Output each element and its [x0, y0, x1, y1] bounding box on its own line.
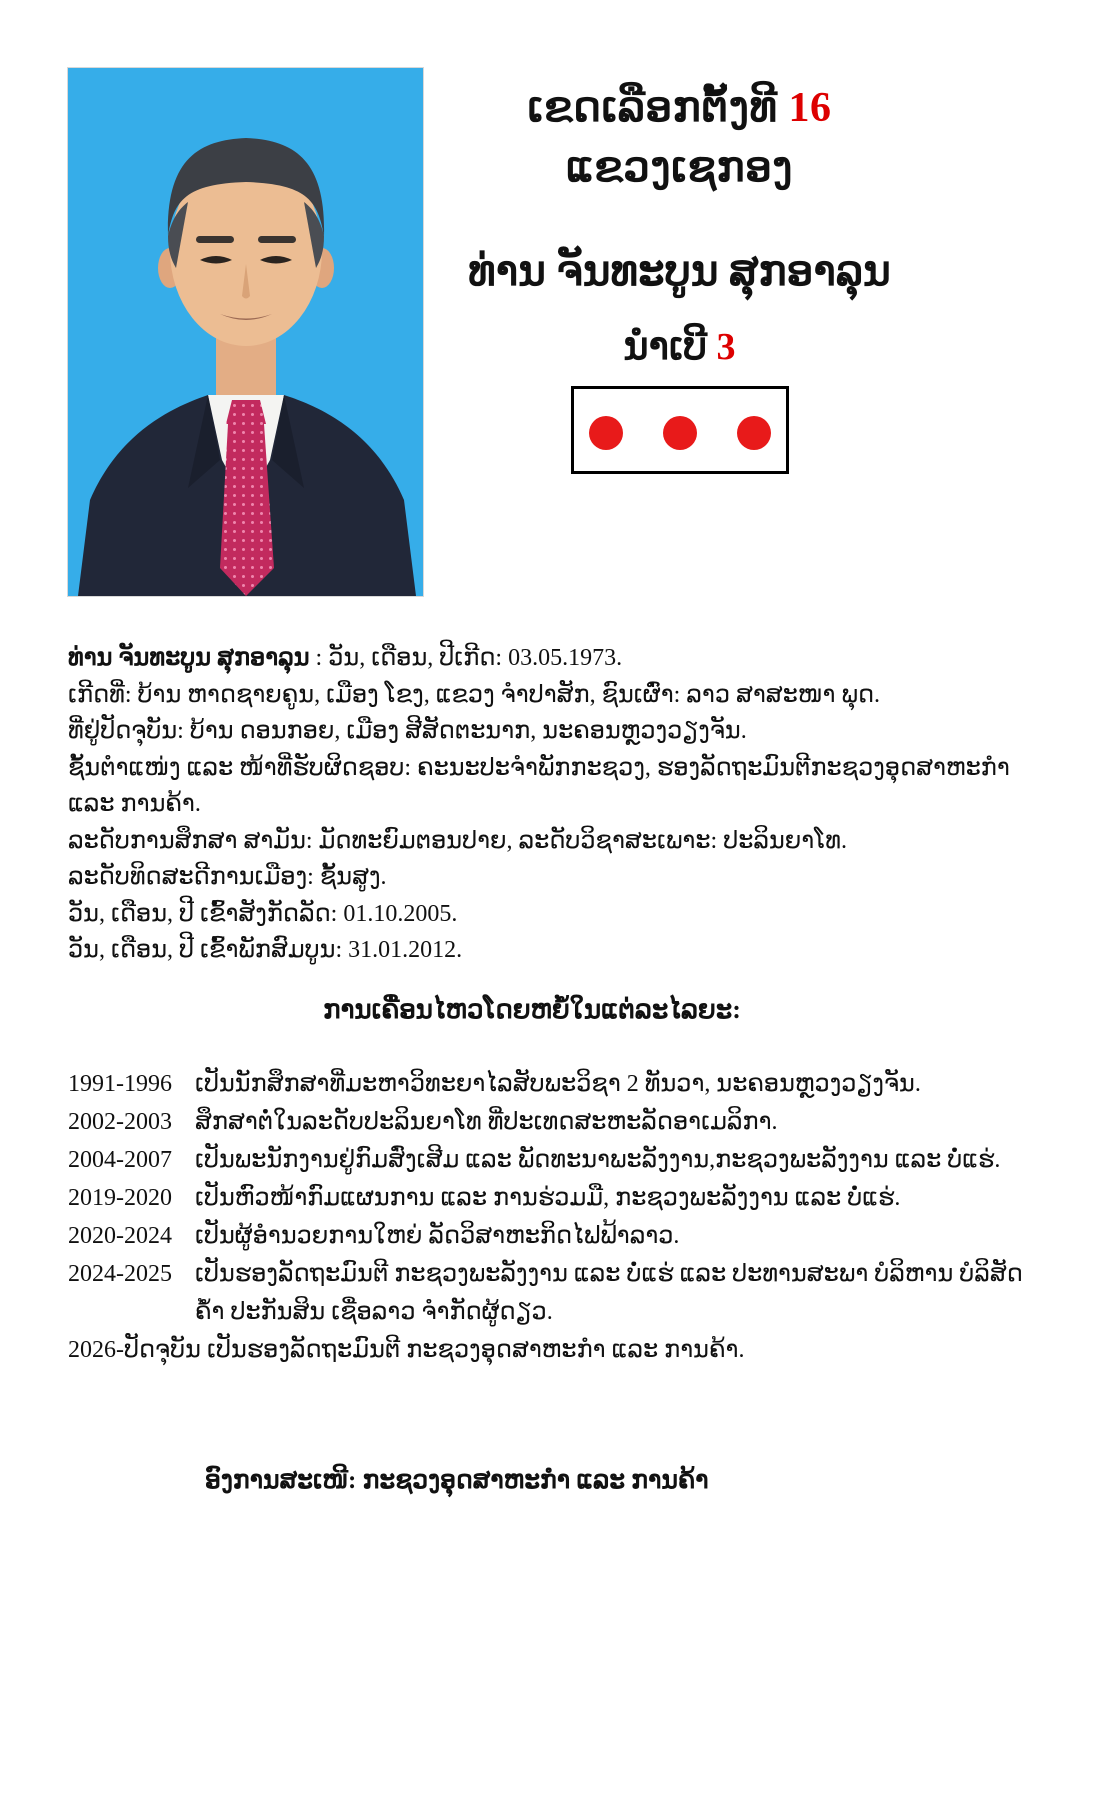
timeline-row [68, 1217, 1056, 1255]
timeline-years: 2002-2003 [68, 1108, 172, 1135]
timeline-row [68, 1255, 1056, 1331]
timeline-heading: ການເຄື່ອນໄຫວໂດຍຫຍໍ້ໃນແຕ່ລະໄລຍະ: [323, 994, 741, 1024]
nominating-organization-line: ອົງການສະເໜີ: ກະຊວງອຸດສາຫະກຳ ແລະ ການຄ້າ [205, 1466, 709, 1494]
bio-line-birth [68, 640, 1056, 677]
province-line: ແຂວງເຊກອງ [565, 145, 794, 191]
bio-line: ທີ່ຢູ່ປັດຈຸບັນ: ບ້ານ ດອນກອຍ, ເມືອງ ສີສັດຕະນາກ, ນະຄອນຫຼວງວຽງຈັນ. [68, 718, 747, 744]
bio-line: ເກີດທີ່: ບ້ານ ຫາດຊາຍຄູນ, ເມືອງ ໂຂງ, ແຂວງ ຈຳປາສັກ, ຊົນເຜົ່າ: ລາວ ສາສະໜາ ພຸດ. [68, 681, 881, 708]
ballot-dot [589, 416, 623, 450]
timeline-text: ເປັນພະນັກງານຢູ່ກົມສົ່ງເສີມ ແລະ ພັດທະນາພະລັງງານ,ກະຊວງພະລັງງານ ແລະ ບໍ່ແຮ່. [195, 1146, 1001, 1173]
timeline-years: 2004-2007 [68, 1146, 172, 1173]
constituency-line [423, 78, 936, 138]
timeline-final-line: 2026-ປັດຈຸບັນ ເປັນຮອງລັດຖະມົນຕີ ກະຊວງອຸດສາຫະກຳ ແລະ ການຄ້າ. [68, 1336, 745, 1363]
constituency-label: ເຂດເລືອກຕັ້ງທີ [527, 85, 778, 131]
timeline-years: 2024-2025 [68, 1260, 172, 1287]
ballot-dot [663, 416, 697, 450]
bio-line: ວັນ, ເດືອນ, ປີ ເຂົ້າພັກສົມບູນ: 31.01.2012. [68, 937, 463, 963]
candidate-name: ທ່ານ ຈັນທະບູນ ສຸກອາລຸນ [468, 249, 891, 295]
timeline-row [68, 1179, 1056, 1217]
timeline-text: ເປັນຮອງລັດຖະມົນຕີ ກະຊວງພະລັງງານ ແລະ ບໍ່ແຮ່ ແລະ ປະທານສະພາ ບໍລິຫານ ບໍລິສັດຄ້ຳ ປະກັນສິນ ເຊື່ອລາວ ຈຳກັດຜູ້ດຽວ. [195, 1260, 1023, 1325]
timeline-years: 2019-2020 [68, 1184, 172, 1211]
ballot-mark-box [571, 386, 789, 474]
timeline-text: ເປັນຜູ້ອຳນວຍການໃຫຍ່ ລັດວິສາຫະກິດໄຟຟ້າລາວ. [195, 1222, 680, 1249]
headline-block [423, 68, 1056, 474]
candidate-photo-illustration [68, 68, 423, 596]
bio-birth-rest: : ວັນ, ເດືອນ, ປີເກີດ: 03.05.1973. [309, 645, 623, 671]
constituency-number: 16 [788, 85, 832, 131]
timeline-text: ເປັນຫົວໜ້າກົມແຜນການ ແລະ ການຮ່ວມມື, ກະຊວງພະລັງງານ ແລະ ບໍ່ແຮ່. [195, 1184, 901, 1211]
timeline-row [68, 1065, 1056, 1103]
bio-section [68, 640, 1056, 969]
bio-line: ຊັ້ນຕຳແໜ່ງ ແລະ ໜ້າທີ່ຮັບຜິດຊອບ: ຄະນະປະຈຳພັກກະຊວງ, ຮອງລັດຖະມົນຕີກະຊວງອຸດສາຫະກຳ ແລະ ການຄ້າ. [68, 754, 1010, 817]
ballot-number-line [423, 324, 936, 370]
timeline-section [68, 1065, 1056, 1369]
ballot-dot [737, 416, 771, 450]
timeline-years: 2020-2024 [68, 1222, 172, 1249]
ballot-number-value: 3 [716, 326, 736, 368]
timeline-years: 1991-1996 [68, 1070, 172, 1097]
timeline-text: ສຶກສາຕໍ່ໃນລະດັບປະລິນຍາໂທ ທີ່ປະເທດສະຫະລັດອາເມລິກາ. [195, 1108, 778, 1135]
timeline-row [68, 1141, 1056, 1179]
bio-name-bold: ທ່ານ ຈັນທະບູນ ສຸກອາລຸນ [68, 645, 310, 671]
candidate-photo [68, 68, 423, 596]
timeline-text: ເປັນນັກສຶກສາທີ່ມະຫາວິທະຍາໄລສັບພະວິຊາ 2 ທັນວາ, ນະຄອນຫຼວງວຽງຈັນ. [195, 1070, 921, 1097]
bio-line: ວັນ, ເດືອນ, ປີ ເຂົ້າສັງກັດລັດ: 01.10.2005. [68, 900, 458, 927]
timeline-row [68, 1103, 1056, 1141]
ballot-number-label: ນຳເບີ [623, 326, 707, 368]
bio-line: ລະດັບທິດສະດີການເມືອງ: ຊັ້ນສູງ. [68, 864, 387, 890]
top-section [68, 68, 1056, 596]
bio-line: ລະດັບການສຶກສາ ສາມັນ: ມັດທະຍົມຕອນປາຍ, ລະດັບວິຊາສະເພາະ: ປະລິນຍາໂທ. [68, 827, 847, 854]
